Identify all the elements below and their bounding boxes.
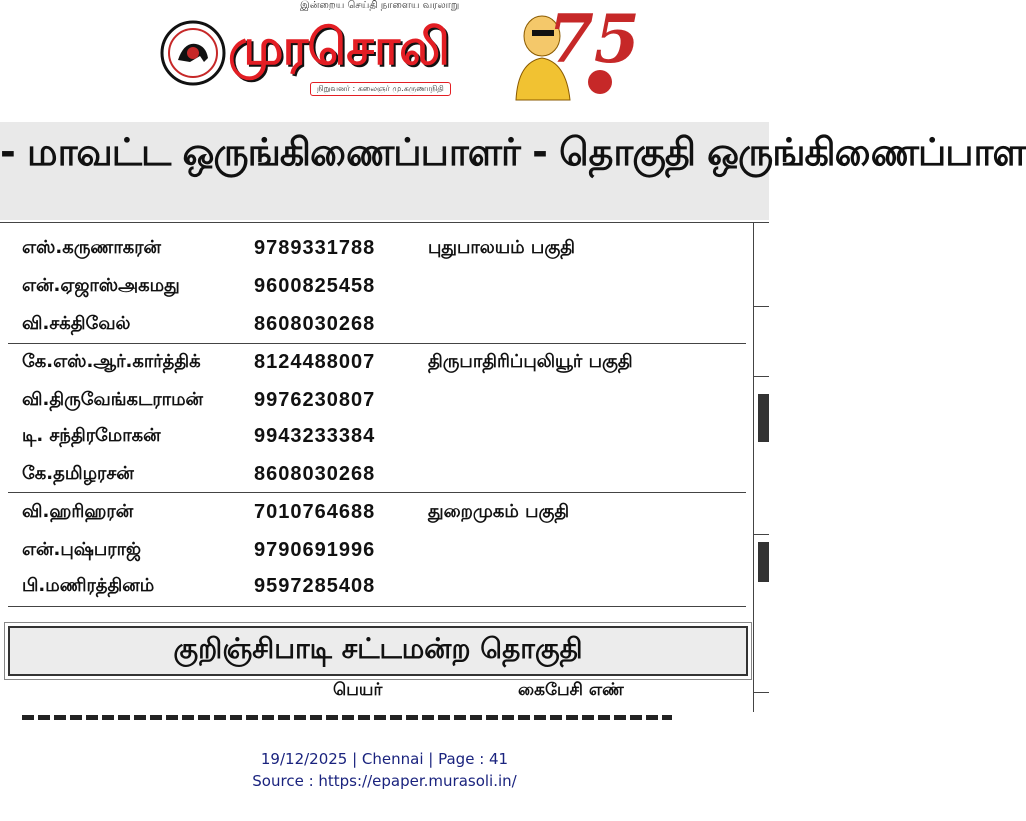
member-phone: 9790691996	[254, 539, 376, 561]
table-row	[0, 230, 750, 266]
table-row	[0, 382, 750, 418]
member-phone: 8608030268	[254, 313, 376, 335]
member-phone: 8124488007	[254, 351, 376, 373]
adjacent-column-line	[753, 534, 769, 535]
member-name: வி.சக்திவேல்	[22, 313, 131, 334]
group-divider	[8, 606, 746, 607]
member-name: என்.ஏஜாஸ்அகமது	[22, 275, 180, 296]
anniversary-number: 75	[548, 0, 640, 78]
area-name: புதுபாலயம் பகுதி	[428, 237, 575, 258]
member-name: வி.திருவேங்கடராமன்	[22, 389, 204, 410]
founder-line: நிறுவனர் : கலைஞர் மு.கருணாநிதி	[310, 82, 451, 96]
table-row	[0, 268, 750, 304]
column-header-name: பெயர்	[333, 680, 383, 700]
cropped-table-row	[22, 712, 672, 720]
member-name: பி.மணிரத்தினம்	[22, 575, 155, 596]
member-name: என்.புஷ்பராஜ்	[22, 539, 141, 560]
adjacent-column-line	[753, 692, 769, 693]
adjacent-column-block	[758, 542, 769, 582]
right-column-divider	[753, 222, 754, 712]
table-row	[0, 532, 750, 568]
area-name: துறைமுகம் பகுதி	[428, 501, 570, 522]
member-name: வி.ஹரிஹரன்	[22, 501, 134, 522]
area-name: திருபாதிரிப்புலியூர் பகுதி	[428, 351, 633, 372]
newspaper-logo: முரசொலி	[228, 18, 449, 76]
party-emblem-icon	[160, 20, 226, 86]
coordinator-table	[0, 222, 769, 720]
edition-info: 19/12/2025 | Chennai | Page : 41	[260, 750, 509, 768]
member-phone: 9600825458	[254, 275, 376, 297]
member-phone: 9789331788	[254, 237, 376, 259]
member-phone: 8608030268	[254, 463, 376, 485]
member-name: டி. சந்திரமோகன்	[22, 425, 161, 446]
member-name: கே.தமிழரசன்	[22, 463, 134, 484]
adjacent-column-block	[758, 394, 769, 442]
adjacent-column-line	[753, 376, 769, 377]
banner-heading: - மாவட்ட ஒருங்கிணைப்பாளர் - தொகுதி ஒருங்கிணைப்பாள	[0, 130, 1026, 174]
table-row	[0, 344, 750, 380]
footer	[0, 720, 769, 821]
member-phone: 9976230807	[254, 389, 376, 411]
member-name: கே.எஸ்.ஆர்.கார்த்திக்	[22, 351, 201, 372]
table-row	[0, 306, 750, 342]
member-phone: 7010764688	[254, 501, 376, 523]
adjacent-column-line	[753, 306, 769, 307]
table-row	[0, 456, 750, 492]
table-row	[0, 418, 750, 454]
column-header-phone: கைபேசி எண்	[518, 680, 624, 700]
section-banner	[0, 122, 1026, 220]
member-name: எஸ்.கருணாகரன்	[22, 237, 161, 258]
table-top-border	[0, 222, 769, 223]
table-row	[0, 568, 750, 604]
masthead-tagline: இன்றைய செய்தி நாளைய வரலாறு	[300, 0, 460, 11]
member-phone: 9597285408	[254, 575, 376, 597]
member-phone: 9943233384	[254, 425, 376, 447]
masthead	[0, 0, 769, 118]
constituency-header	[8, 626, 748, 676]
source-link[interactable]: Source : https://epaper.murasoli.in/	[252, 772, 517, 790]
table-row	[0, 494, 750, 530]
constituency-title: குறிஞ்சிபாடி சட்டமன்ற தொகுதி	[173, 632, 583, 665]
group-divider	[8, 492, 746, 493]
